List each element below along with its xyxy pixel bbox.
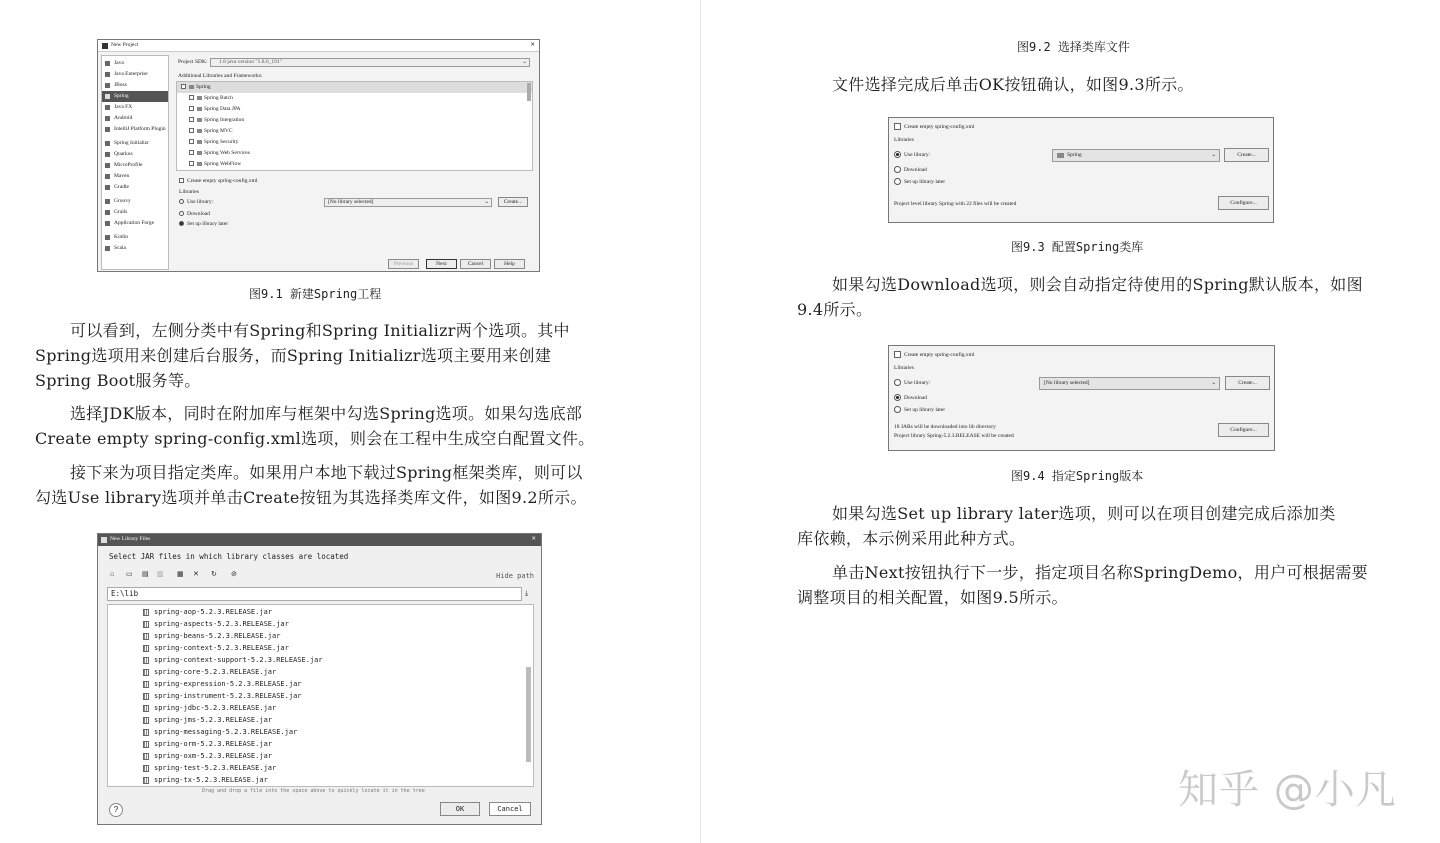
file-name: spring-core-5.2.3.RELEASE.jar xyxy=(154,668,277,676)
framework-list xyxy=(176,81,533,171)
sidebar-item[interactable] xyxy=(102,160,168,171)
framework-item[interactable] xyxy=(177,126,532,137)
project-type-icon xyxy=(105,141,110,146)
use-library-label: Use library: xyxy=(904,380,931,386)
sidebar-item[interactable] xyxy=(102,207,168,218)
next-button[interactable]: Next xyxy=(426,259,457,269)
sidebar-item[interactable] xyxy=(102,171,168,182)
library-info-line-1: 18 JARs will be downloaded into lib directory xyxy=(894,424,996,430)
file-name: spring-beans-5.2.3.RELEASE.jar xyxy=(154,632,281,640)
project-type-icon xyxy=(105,61,110,66)
dialog-buttons xyxy=(388,259,538,270)
framework-label: Spring xyxy=(196,84,211,90)
framework-checkbox[interactable] xyxy=(189,106,194,111)
sidebar-item-label: IntelliJ Platform Plugin xyxy=(114,126,166,132)
project-type-icon xyxy=(105,221,110,226)
framework-label: Spring Data JPA xyxy=(204,106,241,112)
spring-options xyxy=(176,174,533,256)
help-button[interactable]: Help xyxy=(494,259,525,269)
file-list-item[interactable] xyxy=(108,678,533,690)
figure-download-library-screenshot xyxy=(888,345,1275,451)
right-paragraph-3 xyxy=(797,501,1367,551)
libraries-label: Libraries xyxy=(179,189,199,195)
delete-icon[interactable]: ✕ xyxy=(193,570,199,578)
setup-later-row[interactable] xyxy=(894,177,945,188)
project-type-icon xyxy=(105,72,110,77)
close-icon[interactable]: ✕ xyxy=(531,536,536,542)
create-empty-checkbox[interactable] xyxy=(894,351,901,358)
home-icon[interactable]: ⌂ xyxy=(110,570,115,578)
create-library-button[interactable]: Create... xyxy=(1224,148,1269,162)
sidebar-item[interactable] xyxy=(102,243,168,254)
file-name: spring-context-support-5.2.3.RELEASE.jar xyxy=(154,656,323,664)
module-icon[interactable]: ▥ xyxy=(157,570,164,578)
setup-later-row[interactable] xyxy=(894,405,945,416)
framework-checkbox[interactable] xyxy=(181,84,186,89)
paragraph-line: Create empty spring-config.xml选项，则会在工程中生成空白配置文件。 xyxy=(35,429,595,448)
file-name: spring-oxm-5.2.3.RELEASE.jar xyxy=(154,752,273,760)
create-empty-row[interactable] xyxy=(894,350,974,361)
sidebar-item[interactable] xyxy=(102,218,168,229)
use-library-row[interactable] xyxy=(894,378,930,389)
jar-file-icon xyxy=(143,609,149,616)
configure-button[interactable]: Configure... xyxy=(1218,196,1269,210)
close-icon[interactable]: ✕ xyxy=(530,42,535,48)
project-type-icon xyxy=(105,105,110,110)
figure-caption-9-3: 图9.3 配置Spring类库 xyxy=(1011,240,1144,254)
framework-checkbox[interactable] xyxy=(189,150,194,155)
leaf-icon xyxy=(197,151,202,155)
framework-item[interactable] xyxy=(177,159,532,170)
use-library-label: Use library: xyxy=(904,152,931,158)
jar-file-icon xyxy=(143,777,149,784)
library-select[interactable] xyxy=(1039,377,1220,390)
sidebar-item-label: Java Enterprise xyxy=(114,71,148,77)
left-paragraph xyxy=(35,318,605,393)
download-row[interactable] xyxy=(894,165,927,176)
left-paragraph xyxy=(35,460,605,510)
right-paragraph-4 xyxy=(797,560,1367,610)
project-type-icon xyxy=(105,83,110,88)
file-list-item[interactable] xyxy=(108,618,533,630)
create-empty-label: Create empty spring-config.xml xyxy=(187,178,258,184)
create-library-button[interactable]: Create... xyxy=(1225,376,1270,390)
file-name: spring-test-5.2.3.RELEASE.jar xyxy=(154,764,277,772)
jar-file-icon xyxy=(143,741,149,748)
library-info-line-2: Project library Spring-5.2.3.RELEASE will be created xyxy=(894,433,1014,439)
setup-later-radio[interactable] xyxy=(179,221,184,226)
sidebar-item[interactable] xyxy=(102,102,168,113)
paragraph-line: 接下来为项目指定类库。如果用户本地下载过Spring框架类库，则可以 xyxy=(70,463,583,482)
framework-checkbox[interactable] xyxy=(189,139,194,144)
figure-configure-library-screenshot xyxy=(888,117,1274,223)
figure-new-project-screenshot xyxy=(97,39,540,272)
sidebar-item-label: Gradle xyxy=(114,184,129,190)
leaf-icon xyxy=(197,129,202,133)
ok-button[interactable]: OK xyxy=(440,802,480,816)
file-name: spring-instrument-5.2.3.RELEASE.jar xyxy=(154,692,302,700)
paragraph-line: 勾选Use library选项并单击Create按钮为其选择类库文件，如图9.2所示。 xyxy=(35,488,587,507)
new-folder-icon[interactable]: ▦ xyxy=(177,570,184,578)
file-list-item[interactable] xyxy=(108,642,533,654)
paragraph-line: 可以看到，左侧分类中有Spring和Spring Initializr两个选项。其中 xyxy=(70,321,570,340)
framework-checkbox[interactable] xyxy=(189,117,194,122)
left-paragraph xyxy=(35,401,605,451)
cancel-button[interactable]: Cancel xyxy=(460,259,491,269)
library-select[interactable] xyxy=(324,198,492,207)
project-type-icon xyxy=(105,163,110,168)
chevron-down-icon: ⌄ xyxy=(1211,152,1216,158)
paragraph-line: Spring Boot服务等。 xyxy=(35,371,201,390)
download-row[interactable] xyxy=(894,393,927,404)
use-library-radio[interactable] xyxy=(894,151,901,158)
sidebar-item-label: Groovy xyxy=(114,198,131,204)
sdk-row xyxy=(176,57,532,68)
refresh-icon[interactable]: ↻ xyxy=(211,570,217,578)
file-list-item[interactable] xyxy=(108,690,533,702)
sidebar-item-label: Scala xyxy=(114,245,126,251)
path-field[interactable] xyxy=(107,587,522,601)
previous-button[interactable]: Previous xyxy=(388,259,419,269)
file-list-item[interactable] xyxy=(108,714,533,726)
sidebar-item-label: Grails xyxy=(114,209,128,215)
file-list-item[interactable] xyxy=(108,630,533,642)
sidebar-item[interactable] xyxy=(102,113,168,124)
project-type-sidebar xyxy=(101,55,169,270)
create-empty-checkbox[interactable] xyxy=(179,178,184,183)
sidebar-item[interactable] xyxy=(102,91,168,102)
framework-item[interactable] xyxy=(177,82,532,93)
file-name: spring-context-5.2.3.RELEASE.jar xyxy=(154,644,289,652)
leaf-icon xyxy=(197,107,202,111)
library-select-value: Spring xyxy=(1067,152,1082,158)
sidebar-item-label: Java xyxy=(114,60,124,66)
sidebar-item-label: Quarkus xyxy=(114,151,133,157)
file-list-item[interactable] xyxy=(108,666,533,678)
jar-file-icon xyxy=(143,669,149,676)
sidebar-item-label: Application Forge xyxy=(114,220,155,226)
jar-file-icon xyxy=(143,657,149,664)
framework-item[interactable] xyxy=(177,104,532,115)
figure-caption-9-1: 图9.1 新建Spring工程 xyxy=(249,287,382,301)
project-type-icon xyxy=(105,174,110,179)
framework-label: Spring Integration xyxy=(204,117,245,123)
sidebar-item-label: Spring xyxy=(114,93,129,99)
setup-later-label: Set up library later xyxy=(904,407,946,413)
framework-label: Spring Web Services xyxy=(204,150,250,156)
sidebar-item-label: Android xyxy=(114,115,133,121)
right-paragraph-1: 文件选择完成后单击OK按钮确认，如图9.3所示。 xyxy=(832,75,1194,94)
download-radio[interactable] xyxy=(894,394,901,401)
framework-label: Spring Batch xyxy=(204,95,233,101)
dialog-subtitle: Select JAR files in which library classes are located xyxy=(109,552,349,561)
framework-checkbox[interactable] xyxy=(189,95,194,100)
chevron-down-icon: ⌄ xyxy=(1211,380,1216,386)
download-radio[interactable] xyxy=(179,211,184,216)
leaf-icon xyxy=(197,162,202,166)
chevron-down-icon: ⌄ xyxy=(522,59,527,65)
download-radio[interactable] xyxy=(894,166,901,173)
app-icon xyxy=(101,537,107,543)
libs-label: Additional Libraries and Frameworks: xyxy=(178,73,263,79)
download-label: Download xyxy=(904,167,927,173)
jar-file-icon xyxy=(143,717,149,724)
libraries-label: Libraries xyxy=(894,137,914,143)
paragraph-line: 选择JDK版本，同时在附加库与框架中勾选Spring选项。如果勾选底部 xyxy=(70,404,583,423)
file-list-item[interactable] xyxy=(108,762,533,774)
window-title: New Library Files xyxy=(110,536,151,542)
library-select[interactable] xyxy=(1052,149,1220,162)
framework-checkbox[interactable] xyxy=(189,161,194,166)
framework-item[interactable] xyxy=(177,93,532,104)
file-name: spring-expression-5.2.3.RELEASE.jar xyxy=(154,680,302,688)
sidebar-item-label: Spring Initializr xyxy=(114,140,149,146)
figure-library-files-screenshot xyxy=(97,533,542,825)
hide-path-link[interactable]: Hide path xyxy=(496,572,534,580)
drag-drop-hint: Drag and drop a file into the space above to quickly locate it in the tree xyxy=(202,788,425,794)
sidebar-item[interactable] xyxy=(102,182,168,193)
file-list-item[interactable] xyxy=(108,750,533,762)
paragraph-line: 库依赖，本示例采用此种方式。 xyxy=(797,529,1026,548)
library-info: Project level library Spring with 22 files will be created xyxy=(894,201,1017,207)
desktop-icon[interactable]: ▭ xyxy=(126,570,133,578)
file-name: spring-jdbc-5.2.3.RELEASE.jar xyxy=(154,704,277,712)
use-library-label: Use library: xyxy=(187,199,214,205)
setup-later-row[interactable] xyxy=(179,219,228,230)
framework-label: Spring MVC xyxy=(204,128,233,134)
file-name: spring-messaging-5.2.3.RELEASE.jar xyxy=(154,728,298,736)
paragraph-line: 9.4所示。 xyxy=(797,300,873,319)
file-name: spring-aop-5.2.3.RELEASE.jar xyxy=(154,608,273,616)
framework-checkbox[interactable] xyxy=(189,128,194,133)
jar-file-icon xyxy=(143,621,149,628)
libraries-label: Libraries xyxy=(894,365,914,371)
chevron-down-icon: ⌄ xyxy=(484,199,489,205)
project-type-icon xyxy=(105,152,110,157)
sidebar-item[interactable] xyxy=(102,80,168,91)
project-type-icon xyxy=(105,235,110,240)
file-name: spring-jms-5.2.3.RELEASE.jar xyxy=(154,716,273,724)
sidebar-item-label: Maven xyxy=(114,173,130,179)
use-library-radio[interactable] xyxy=(179,199,184,204)
project-type-icon xyxy=(105,199,110,204)
library-select-value: [No library selected] xyxy=(1044,380,1090,386)
leaf-icon xyxy=(197,96,202,100)
jar-file-icon xyxy=(143,693,149,700)
sidebar-item[interactable] xyxy=(102,124,168,135)
sidebar-item-label: MicroProfile xyxy=(114,162,143,168)
sdk-value: 1.8 java version "1.8.0_191" xyxy=(219,59,282,65)
setup-later-radio[interactable] xyxy=(894,406,901,413)
sidebar-item[interactable] xyxy=(102,149,168,160)
window-titlebar xyxy=(98,534,541,546)
paragraph-line: 调整项目的相关配置，如图9.5所示。 xyxy=(797,588,1068,607)
project-type-icon xyxy=(105,246,110,251)
configure-button[interactable]: Configure... xyxy=(1218,423,1269,437)
jar-file-icon xyxy=(143,645,149,652)
window-titlebar xyxy=(98,40,539,52)
framework-item[interactable] xyxy=(177,115,532,126)
jar-file-icon xyxy=(143,705,149,712)
show-hidden-icon[interactable]: ⊘ xyxy=(231,570,237,578)
download-path-icon[interactable]: ⤓ xyxy=(525,589,529,597)
file-name: spring-orm-5.2.3.RELEASE.jar xyxy=(154,740,273,748)
project-type-icon xyxy=(105,127,110,132)
paragraph-line: 如果勾选Download选项，则会自动指定待使用的Spring默认版本，如图 xyxy=(832,275,1363,294)
library-icon xyxy=(1057,153,1064,158)
setup-later-label: Set up library later xyxy=(904,179,946,185)
help-button[interactable]: ? xyxy=(109,803,123,817)
project-type-icon xyxy=(105,210,110,215)
create-empty-row[interactable] xyxy=(179,176,257,187)
jar-file-icon xyxy=(143,729,149,736)
sidebar-item[interactable] xyxy=(102,58,168,69)
create-empty-checkbox[interactable] xyxy=(894,123,901,130)
framework-label: Spring Security xyxy=(204,139,239,145)
sidebar-item-label: JBoss xyxy=(114,82,127,88)
project-icon[interactable]: ▤ xyxy=(142,570,149,578)
download-label: Download xyxy=(904,395,927,401)
path-value: E:\lib xyxy=(111,589,139,598)
setup-later-label: Set up library later xyxy=(187,221,229,227)
create-empty-row[interactable] xyxy=(894,122,974,133)
sidebar-item[interactable] xyxy=(102,138,168,149)
file-list-item[interactable] xyxy=(108,774,533,786)
file-list-item[interactable] xyxy=(108,654,533,666)
jar-file-icon xyxy=(143,681,149,688)
sdk-select[interactable] xyxy=(210,58,530,67)
window-title: New Project xyxy=(111,42,139,48)
file-name: spring-aspects-5.2.3.RELEASE.jar xyxy=(154,620,289,628)
use-library-radio[interactable] xyxy=(894,379,901,386)
library-select-value: [No library selected] xyxy=(328,199,374,205)
right-paragraph-2 xyxy=(797,272,1367,322)
project-type-icon xyxy=(105,94,110,99)
toolbar xyxy=(107,570,537,582)
sdk-label: Project SDK: xyxy=(178,59,208,65)
sidebar-item-label: Java FX xyxy=(114,104,133,110)
sidebar-item[interactable] xyxy=(102,196,168,207)
jar-file-icon xyxy=(143,633,149,640)
figure-caption-9-2: 图9.2 选择类库文件 xyxy=(1017,40,1130,54)
paragraph-line: Spring选项用来创建后台服务，而Spring Initializr选项主要用来创建 xyxy=(35,346,552,365)
sidebar-item[interactable] xyxy=(102,69,168,80)
file-list-item[interactable] xyxy=(108,702,533,714)
use-library-row[interactable] xyxy=(894,150,930,161)
file-list-item[interactable] xyxy=(108,606,533,618)
framework-item[interactable] xyxy=(177,137,532,148)
project-type-icon xyxy=(105,116,110,121)
leaf-icon xyxy=(197,140,202,144)
sidebar-item[interactable] xyxy=(102,232,168,243)
jar-file-icon xyxy=(143,753,149,760)
app-icon xyxy=(102,43,108,49)
jar-file-icon xyxy=(143,765,149,772)
create-empty-label: Create empty spring-config.xml xyxy=(904,124,975,130)
scrollbar[interactable] xyxy=(527,83,531,101)
zhihu-watermark: 知乎 @小凡 xyxy=(1178,767,1397,813)
sidebar-item-label: Kotlin xyxy=(114,234,129,240)
create-library-button[interactable]: Create... xyxy=(498,197,528,207)
framework-item[interactable] xyxy=(177,148,532,159)
setup-later-radio[interactable] xyxy=(894,178,901,185)
file-name: spring-tx-5.2.3.RELEASE.jar xyxy=(154,776,268,784)
download-label: Download xyxy=(187,211,210,217)
leaf-icon xyxy=(197,118,202,122)
figure-caption-9-4: 图9.4 指定Spring版本 xyxy=(1011,469,1144,483)
project-type-icon xyxy=(105,185,110,190)
page-divider xyxy=(700,0,701,843)
cancel-button[interactable]: Cancel xyxy=(489,802,531,816)
paragraph-line: 如果勾选Set up library later选项，则可以在项目创建完成后添加类 xyxy=(832,504,1336,523)
create-empty-label: Create empty spring-config.xml xyxy=(904,352,975,358)
use-library-row[interactable] xyxy=(179,197,213,208)
file-list-item[interactable] xyxy=(108,726,533,738)
leaf-icon xyxy=(189,85,194,89)
paragraph-line: 单击Next按钮执行下一步，指定项目名称SpringDemo，用户可根据需要 xyxy=(832,563,1368,582)
framework-label: Spring WebFlow xyxy=(204,161,242,167)
file-tree xyxy=(107,604,534,787)
scrollbar[interactable] xyxy=(526,667,531,762)
file-list-item[interactable] xyxy=(108,738,533,750)
